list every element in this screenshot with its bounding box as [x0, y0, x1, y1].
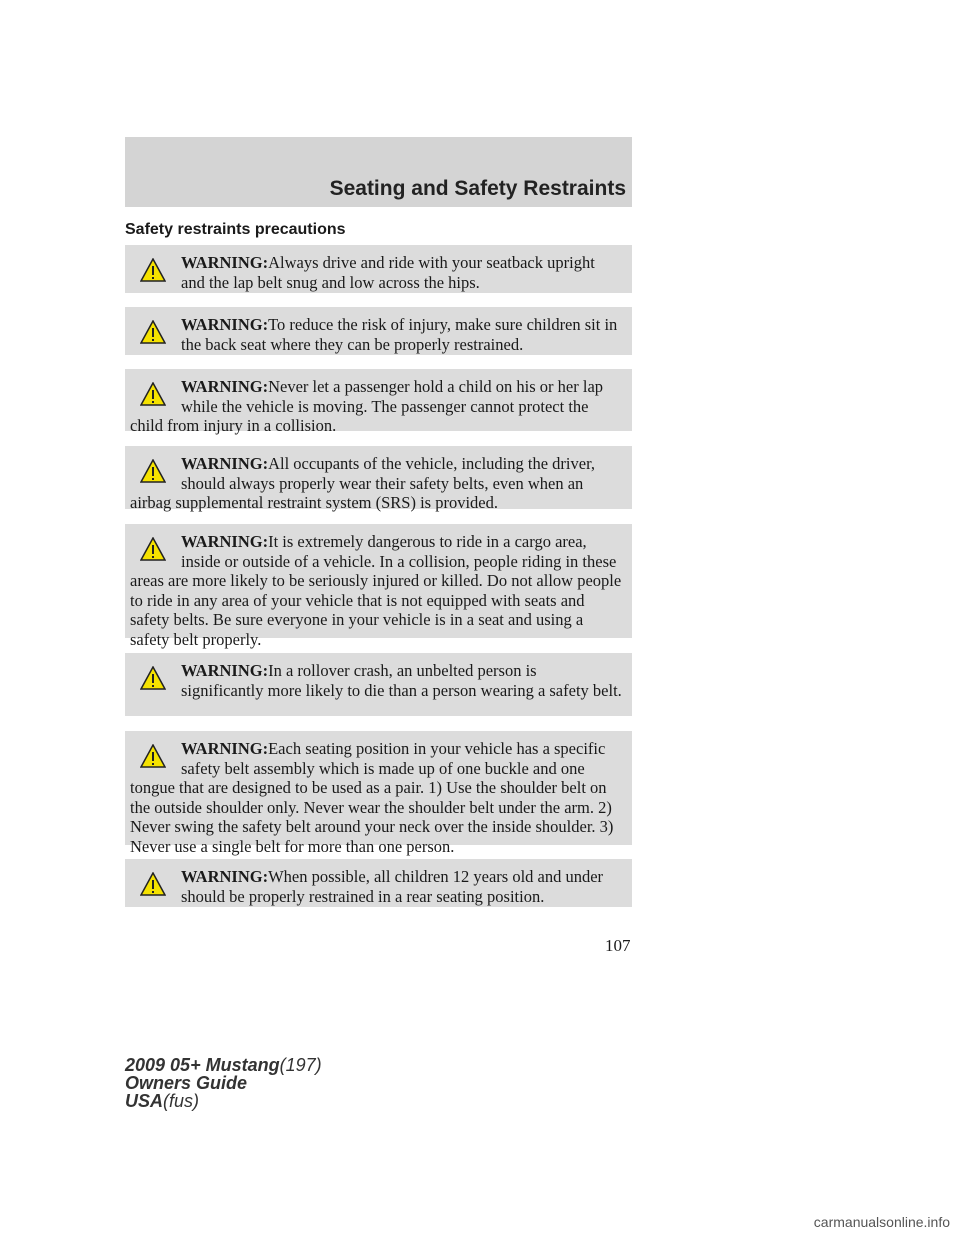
- footer-model-info: [125, 1056, 322, 1110]
- warning-box: [125, 446, 632, 512]
- warning-triangle-icon: [140, 872, 166, 896]
- warning-triangle-icon: [140, 666, 166, 690]
- warning-text: All occupants of the vehicle, including the driver, should always properly wear their safety belts, even when an airbag supplemental restraint system (SRS) is provided.: [130, 454, 596, 512]
- warning-text: In a rollover crash, an unbelted person is significantly more likely to die than a person wearing a safety belt.: [181, 661, 622, 700]
- footer-model: 2009 05+ Mustang: [125, 1055, 280, 1075]
- warning-text: It is extremely dangerous to ride in a cargo area, inside or outside of a vehicle. In a collision, people riding in these areas are more likely to be seriously injured or killed. Do not allow people to ride in any area of your vehicle that is not equipped with seats and safety belts. Be sure everyone in your vehicle is in a seat and using a safety belt properly.: [130, 532, 622, 649]
- watermark: carmanualsonline.info: [813, 1214, 950, 1230]
- warning-triangle-icon: [140, 537, 166, 561]
- warning-triangle-icon: [140, 744, 166, 768]
- warning-label: WARNING:: [181, 315, 269, 334]
- warning-box: [125, 524, 632, 649]
- footer-region-code: (fus): [163, 1091, 200, 1111]
- warning-label: WARNING:: [181, 253, 269, 272]
- warning-label: WARNING:: [181, 661, 269, 680]
- section-heading: Safety restraints precautions: [125, 221, 346, 238]
- warning-label: WARNING:: [181, 454, 269, 473]
- warning-box: [125, 245, 632, 293]
- page-section-title: Seating and Safety Restraints: [329, 177, 626, 200]
- footer-guide: Owners Guide: [125, 1073, 248, 1093]
- warning-label: WARNING:: [181, 377, 269, 396]
- warning-triangle-icon: [140, 320, 166, 344]
- warning-text: Always drive and ride with your seatback upright and the lap belt snug and low across the hips.: [181, 253, 595, 292]
- warning-text: To reduce the risk of injury, make sure children sit in the back seat where they can be properly restrained.: [181, 315, 618, 354]
- warning-label: WARNING:: [181, 739, 269, 758]
- warning-label: WARNING:: [181, 532, 269, 551]
- warning-box: [125, 859, 632, 907]
- warning-triangle-icon: [140, 382, 166, 406]
- warning-triangle-icon: [140, 258, 166, 282]
- warning-text: Each seating position in your vehicle has a specific safety belt assembly which is made up of one buckle and one tongue that are designed to be used as a pair. 1) Use the shoulder belt on the outside shoulder only. Never wear the shoulder belt under the arm. 2) Never swing the safety belt around your neck over the inside shoulder. 3) Never use a single belt for more than one person.: [130, 739, 614, 856]
- warning-text: When possible, all children 12 years old and under should be properly restrained in a rear seating position.: [181, 867, 604, 906]
- warning-triangle-icon: [140, 459, 166, 483]
- footer-model-code: (197): [279, 1055, 322, 1075]
- warning-box: [125, 653, 632, 716]
- warning-text: Never let a passenger hold a child on his or her lap while the vehicle is moving. The passenger cannot protect the child from injury in a collision.: [130, 377, 604, 435]
- page-number: 107: [605, 936, 631, 955]
- warning-box: [125, 731, 632, 856]
- warning-box: [125, 369, 632, 435]
- warning-box: [125, 307, 632, 355]
- header-band: [125, 137, 632, 207]
- footer-region: USA: [125, 1091, 164, 1111]
- warning-label: WARNING:: [181, 867, 269, 886]
